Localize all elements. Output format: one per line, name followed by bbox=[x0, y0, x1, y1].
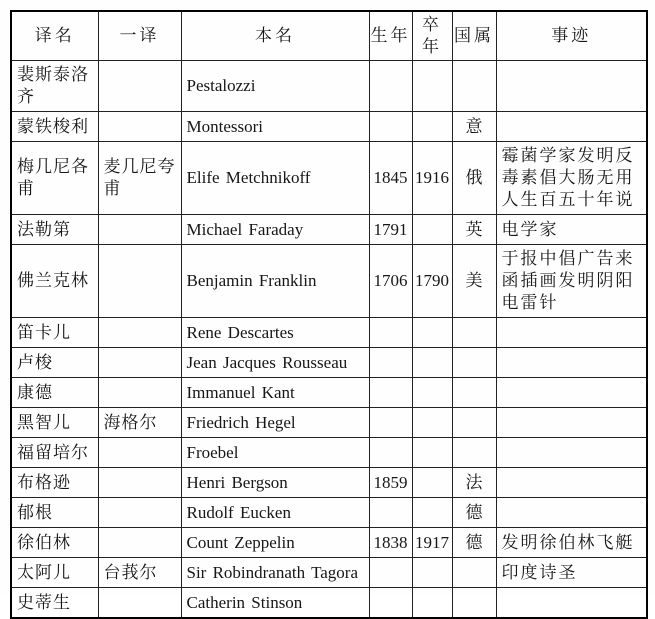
cell-death-year bbox=[412, 498, 452, 528]
cell-deeds bbox=[496, 408, 647, 438]
cell-deeds bbox=[496, 112, 647, 142]
cell-original-name: Froebel bbox=[181, 438, 369, 468]
table-row bbox=[11, 318, 647, 348]
cell-original-name: Jean Jacques Rousseau bbox=[181, 348, 369, 378]
cell-nationality: 俄 bbox=[452, 142, 496, 215]
cell-death-year bbox=[412, 348, 452, 378]
cell-death-year: 1916 bbox=[412, 142, 452, 215]
cell-translated-name: 布格逊 bbox=[11, 468, 98, 498]
cell-deeds: 霉菌学家发明反毒素倡大肠无用人生百五十年说 bbox=[496, 142, 647, 215]
cell-deeds bbox=[496, 588, 647, 619]
cell-nationality: 美 bbox=[452, 245, 496, 318]
cell-deeds bbox=[496, 438, 647, 468]
cell-translated-name: 梅几尼各甫 bbox=[11, 142, 98, 215]
cell-nationality bbox=[452, 408, 496, 438]
cell-deeds: 发明徐伯林飞艇 bbox=[496, 528, 647, 558]
header-row bbox=[11, 11, 647, 61]
table-row bbox=[11, 245, 647, 318]
cell-alt-translation bbox=[98, 378, 181, 408]
table-row bbox=[11, 528, 647, 558]
table-row bbox=[11, 558, 647, 588]
table-body bbox=[11, 61, 647, 619]
cell-deeds bbox=[496, 498, 647, 528]
cell-alt-translation bbox=[98, 348, 181, 378]
table-row bbox=[11, 215, 647, 245]
cell-deeds bbox=[496, 61, 647, 112]
cell-alt-translation bbox=[98, 112, 181, 142]
cell-deeds: 于报中倡广告来函插画发明阴阳电雷针 bbox=[496, 245, 647, 318]
cell-nationality bbox=[452, 438, 496, 468]
table-row bbox=[11, 112, 647, 142]
table-row bbox=[11, 378, 647, 408]
cell-translated-name: 史蒂生 bbox=[11, 588, 98, 619]
cell-alt-translation bbox=[98, 528, 181, 558]
cell-nationality: 法 bbox=[452, 468, 496, 498]
cell-nationality bbox=[452, 61, 496, 112]
cell-nationality bbox=[452, 558, 496, 588]
cell-nationality bbox=[452, 318, 496, 348]
cell-nationality: 德 bbox=[452, 528, 496, 558]
cell-birth-year bbox=[369, 498, 412, 528]
cell-original-name: Elife Metchnikoff bbox=[181, 142, 369, 215]
cell-birth-year: 1791 bbox=[369, 215, 412, 245]
cell-alt-translation: 台莪尔 bbox=[98, 558, 181, 588]
cell-original-name: Immanuel Kant bbox=[181, 378, 369, 408]
cell-birth-year bbox=[369, 318, 412, 348]
cell-alt-translation bbox=[98, 588, 181, 619]
table-row bbox=[11, 142, 647, 215]
cell-death-year bbox=[412, 408, 452, 438]
cell-birth-year: 1845 bbox=[369, 142, 412, 215]
cell-nationality bbox=[452, 588, 496, 619]
cell-alt-translation bbox=[98, 215, 181, 245]
cell-alt-translation bbox=[98, 468, 181, 498]
table-row bbox=[11, 468, 647, 498]
table-row bbox=[11, 61, 647, 112]
cell-death-year bbox=[412, 438, 452, 468]
famous-persons-table bbox=[10, 10, 648, 619]
cell-original-name: Count Zeppelin bbox=[181, 528, 369, 558]
cell-birth-year bbox=[369, 348, 412, 378]
cell-translated-name: 徐伯林 bbox=[11, 528, 98, 558]
cell-nationality: 德 bbox=[452, 498, 496, 528]
cell-deeds bbox=[496, 468, 647, 498]
cell-alt-translation bbox=[98, 438, 181, 468]
cell-original-name: Rudolf Eucken bbox=[181, 498, 369, 528]
cell-death-year bbox=[412, 558, 452, 588]
cell-translated-name: 黑智儿 bbox=[11, 408, 98, 438]
cell-translated-name: 佛兰克林 bbox=[11, 245, 98, 318]
cell-original-name: Montessori bbox=[181, 112, 369, 142]
cell-death-year: 1917 bbox=[412, 528, 452, 558]
cell-original-name: Friedrich Hegel bbox=[181, 408, 369, 438]
cell-original-name: Catherin Stinson bbox=[181, 588, 369, 619]
header-cell-alt-translation: 一译 bbox=[98, 11, 181, 61]
cell-birth-year bbox=[369, 112, 412, 142]
cell-birth-year bbox=[369, 438, 412, 468]
cell-birth-year bbox=[369, 408, 412, 438]
cell-alt-translation: 麦几尼夸甫 bbox=[98, 142, 181, 215]
cell-translated-name: 康德 bbox=[11, 378, 98, 408]
cell-alt-translation bbox=[98, 61, 181, 112]
cell-original-name: Rene Descartes bbox=[181, 318, 369, 348]
cell-translated-name: 郁根 bbox=[11, 498, 98, 528]
header-cell-birth-year: 生年 bbox=[369, 11, 412, 61]
cell-alt-translation bbox=[98, 245, 181, 318]
cell-birth-year: 1838 bbox=[369, 528, 412, 558]
cell-death-year bbox=[412, 378, 452, 408]
cell-alt-translation bbox=[98, 498, 181, 528]
cell-birth-year bbox=[369, 588, 412, 619]
table-row bbox=[11, 438, 647, 468]
table-row bbox=[11, 588, 647, 619]
cell-deeds bbox=[496, 348, 647, 378]
header-cell-nationality: 国属 bbox=[452, 11, 496, 61]
cell-translated-name: 福留培尔 bbox=[11, 438, 98, 468]
table-row bbox=[11, 498, 647, 528]
cell-death-year bbox=[412, 588, 452, 619]
cell-alt-translation: 海格尔 bbox=[98, 408, 181, 438]
cell-original-name: Pestalozzi bbox=[181, 61, 369, 112]
cell-birth-year: 1706 bbox=[369, 245, 412, 318]
table-row bbox=[11, 348, 647, 378]
cell-death-year: 1790 bbox=[412, 245, 452, 318]
cell-birth-year: 1859 bbox=[369, 468, 412, 498]
cell-death-year bbox=[412, 468, 452, 498]
cell-nationality bbox=[452, 378, 496, 408]
header-cell-death-year: 卒年 bbox=[412, 11, 452, 61]
cell-deeds bbox=[496, 318, 647, 348]
cell-death-year bbox=[412, 112, 452, 142]
header-cell-translated-name: 译名 bbox=[11, 11, 98, 61]
cell-deeds: 印度诗圣 bbox=[496, 558, 647, 588]
cell-translated-name: 法勒第 bbox=[11, 215, 98, 245]
cell-nationality bbox=[452, 348, 496, 378]
cell-translated-name: 蒙铁梭利 bbox=[11, 112, 98, 142]
cell-deeds: 电学家 bbox=[496, 215, 647, 245]
table-row bbox=[11, 408, 647, 438]
cell-alt-translation bbox=[98, 318, 181, 348]
cell-translated-name: 太阿儿 bbox=[11, 558, 98, 588]
cell-original-name: Sir Robindranath Tagora bbox=[181, 558, 369, 588]
cell-death-year bbox=[412, 215, 452, 245]
cell-translated-name: 卢梭 bbox=[11, 348, 98, 378]
cell-translated-name: 笛卡儿 bbox=[11, 318, 98, 348]
cell-original-name: Michael Faraday bbox=[181, 215, 369, 245]
cell-original-name: Benjamin Franklin bbox=[181, 245, 369, 318]
cell-translated-name: 裴斯泰洛齐 bbox=[11, 61, 98, 112]
cell-death-year bbox=[412, 61, 452, 112]
cell-nationality: 意 bbox=[452, 112, 496, 142]
cell-original-name: Henri Bergson bbox=[181, 468, 369, 498]
cell-birth-year bbox=[369, 378, 412, 408]
cell-deeds bbox=[496, 378, 647, 408]
cell-death-year bbox=[412, 318, 452, 348]
header-cell-original-name: 本名 bbox=[181, 11, 369, 61]
cell-birth-year bbox=[369, 61, 412, 112]
cell-nationality: 英 bbox=[452, 215, 496, 245]
header-cell-deeds: 事迹 bbox=[496, 11, 647, 61]
cell-birth-year bbox=[369, 558, 412, 588]
